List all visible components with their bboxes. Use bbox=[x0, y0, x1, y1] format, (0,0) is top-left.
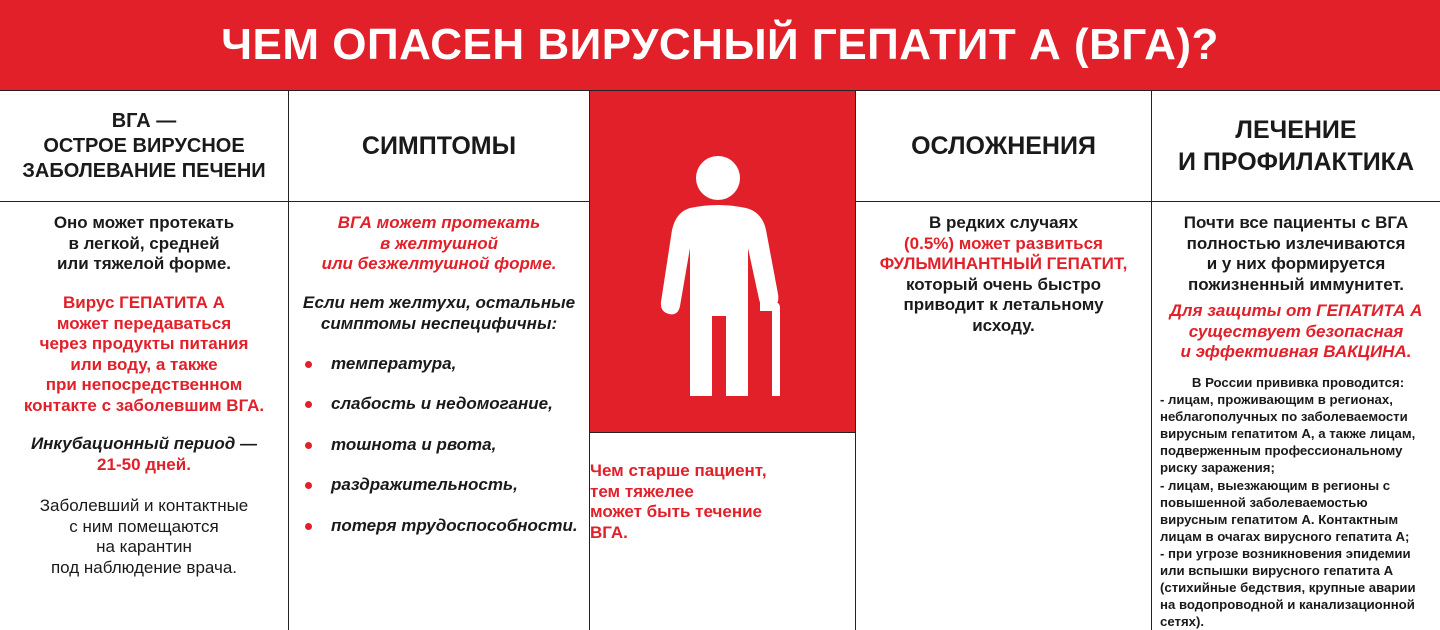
bullet-icon bbox=[305, 442, 312, 449]
text-line: или воду, а также bbox=[70, 354, 218, 374]
column-age-risk bbox=[590, 90, 856, 630]
text-line: приводит к летальному bbox=[903, 295, 1104, 314]
incubation-paragraph bbox=[0, 434, 288, 475]
text-line: тем тяжелее bbox=[590, 481, 694, 501]
list-item bbox=[303, 475, 583, 515]
list-item bbox=[303, 435, 583, 475]
column-symptoms bbox=[289, 90, 590, 630]
quarantine-paragraph bbox=[0, 496, 288, 578]
text-line: в легкой, средней bbox=[68, 233, 220, 253]
bullet-icon bbox=[305, 401, 312, 408]
text-line: контакте с заболевшим ВГА. bbox=[23, 395, 265, 415]
symptoms-heading: СИМПТОМЫ bbox=[289, 90, 589, 202]
forms-paragraph bbox=[0, 213, 288, 275]
text-line: и эффективная ВАКЦИНА. bbox=[1180, 342, 1412, 361]
text-line: ФУЛЬМИНАНТНЫЙ ГЕПАТИТ, bbox=[879, 254, 1128, 273]
symptom-text: потеря трудоспособности. bbox=[331, 515, 578, 535]
text-line: с ним помещаются bbox=[69, 516, 219, 536]
transmission-paragraph bbox=[0, 293, 288, 416]
text-line: (0.5%) может развиться bbox=[904, 233, 1103, 253]
text-line: Вирус ГЕПАТИТА А bbox=[63, 293, 225, 312]
text-line: (стихийные бедствия, крупные аварии bbox=[1160, 580, 1416, 596]
figure-panel bbox=[590, 90, 855, 433]
text-line: который очень быстро bbox=[905, 274, 1102, 294]
vaccine-paragraph bbox=[1152, 301, 1440, 363]
symptoms-list bbox=[303, 354, 583, 556]
heading-line: ЗАБОЛЕВАНИЕ ПЕЧЕНИ bbox=[22, 159, 266, 182]
text-line: под наблюдение врача. bbox=[50, 557, 238, 577]
elderly-person-with-cane-icon bbox=[650, 156, 795, 396]
text-line: ВГА. bbox=[590, 522, 628, 542]
text-line: или тяжелой форме. bbox=[56, 254, 232, 273]
list-item bbox=[303, 354, 583, 394]
bullet-icon bbox=[305, 482, 312, 489]
list-item bbox=[303, 516, 583, 556]
info-grid bbox=[0, 90, 1440, 630]
text-line: или вспышки вирусного гепатита А bbox=[1160, 563, 1394, 579]
symptom-text: температура, bbox=[331, 354, 457, 373]
definition-heading bbox=[0, 90, 288, 202]
bullet-icon bbox=[305, 361, 312, 368]
column-definition bbox=[0, 90, 289, 630]
text-line: риску заражения; bbox=[1160, 460, 1275, 476]
symptom-text: раздражительность, bbox=[331, 475, 518, 495]
text-line: Оно может протекать bbox=[53, 213, 235, 232]
vaccination-groups bbox=[1160, 374, 1436, 630]
recovery-paragraph bbox=[1152, 213, 1440, 295]
text-line: в желтушной bbox=[379, 233, 499, 253]
text-line: Чем старше пациент, bbox=[590, 461, 767, 480]
text-line: на водопроводной и канализационной bbox=[1160, 597, 1415, 613]
complications-paragraph bbox=[856, 213, 1151, 336]
text-line: - лицам, выезжающим в регионы с bbox=[1160, 477, 1391, 493]
text-line: симптомы неспецифичны: bbox=[320, 313, 558, 333]
incubation-value: 21-50 дней. bbox=[97, 454, 191, 474]
text-line: неблагополучных по заболеваемости bbox=[1160, 409, 1408, 425]
text-line: исходу. bbox=[972, 315, 1035, 335]
symptom-text: тошнота и рвота, bbox=[331, 434, 497, 454]
text-line: В редких случаях bbox=[929, 213, 1078, 232]
text-line: сетях). bbox=[1160, 614, 1205, 630]
text-line: Для защиты от ГЕПАТИТА А bbox=[1169, 301, 1423, 320]
text-line: Заболевший и контактные bbox=[39, 496, 249, 515]
text-line: на карантин bbox=[96, 537, 192, 556]
column-treatment bbox=[1152, 90, 1440, 630]
forms-paragraph bbox=[289, 213, 589, 275]
incubation-label: Инкубационный период — bbox=[30, 434, 258, 453]
nonspecific-paragraph bbox=[289, 293, 589, 334]
heading-line: И ПРОФИЛАКТИКА bbox=[1177, 148, 1414, 176]
age-note bbox=[590, 461, 855, 543]
list-item bbox=[303, 394, 583, 434]
text-line: вирусным гепатитом А. Контактным bbox=[1160, 511, 1399, 527]
text-line: может быть течение bbox=[590, 502, 762, 521]
text-line: - при угрозе возникновения эпидемии bbox=[1160, 545, 1411, 561]
text-line: вирусным гепатитом А, а также лицам, bbox=[1160, 426, 1416, 442]
symptom-text: слабость и недомогание, bbox=[331, 394, 553, 414]
vaccination-intro: В России прививка проводится: bbox=[1191, 375, 1405, 390]
text-line: при непосредственном bbox=[45, 375, 243, 394]
text-line: пожизненный иммунитет. bbox=[1188, 274, 1404, 294]
text-line: и у них формируется bbox=[1206, 254, 1386, 273]
bullet-icon bbox=[305, 523, 312, 530]
complications-heading: ОСЛОЖНЕНИЯ bbox=[856, 90, 1151, 202]
column-complications bbox=[856, 90, 1152, 630]
text-line: существует безопасная bbox=[1188, 321, 1404, 341]
heading-line: ЛЕЧЕНИЕ bbox=[1235, 116, 1357, 144]
text-line: лицам в очагах вирусного гепатита А; bbox=[1160, 528, 1410, 544]
text-line: - лицам, проживающим в регионах, bbox=[1160, 392, 1393, 408]
text-line: может передаваться bbox=[56, 313, 232, 333]
heading-line: ОСТРОЕ ВИРУСНОЕ bbox=[43, 134, 245, 157]
text-line: или безжелтушной форме. bbox=[321, 254, 557, 273]
text-line: через продукты питания bbox=[39, 334, 249, 353]
text-line: повышенной заболеваемостью bbox=[1160, 494, 1368, 510]
text-line: Если нет желтухи, остальные bbox=[302, 293, 576, 312]
text-line: ВГА может протекать bbox=[337, 213, 541, 232]
heading-line: ВГА — bbox=[111, 109, 177, 132]
text-line: полностью излечиваются bbox=[1186, 233, 1406, 253]
text-line: подверженным профессиональному bbox=[1160, 443, 1403, 459]
page-title: ЧЕМ ОПАСЕН ВИРУСНЫЙ ГЕПАТИТ А (ВГА)? bbox=[0, 0, 1440, 90]
text-line: Почти все пациенты с ВГА bbox=[1183, 213, 1409, 232]
treatment-heading bbox=[1152, 90, 1440, 202]
